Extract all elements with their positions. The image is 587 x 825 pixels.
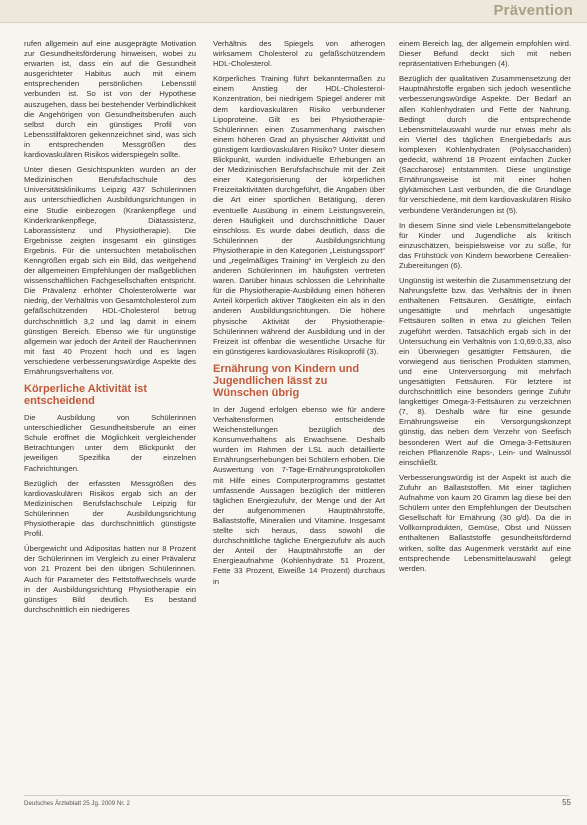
- paragraph: In diesem Sinne sind viele Lebensmittelangebote für Kinder und Jugendliche als kritisch einzuschätzen, beispielsweise vor zu süße, für das Frühstück von Kindern beworbene Cerealien-Zubereitungen (6).: [399, 220, 571, 270]
- paragraph: In der Jugend erfolgen ebenso wie für andere Verhaltensformen entscheidende Weichenstellungen bezüglich des Konsumverhaltens als Erwachsene. Deshalb wurden im Rahmen der LSL auch detaillierte Ernährungserhebungen bei Schülern erhoben. Die Auswertung von 7-Tage-Ernährungsprotokollen mit Hilfe eines Computerprogramms gestattet umfassende Aussagen bezüglich der mittleren täglichen Energiezufuhr, der Menge und der Art der aufgenommenen Hauptnährstoffe, Ballaststoffe, Mineralien und Vitamine. Insgesamt stellte sich heraus, dass sowohl die durchschnittliche tägliche Energiezufuhr als auch der Anteil der Hauptnährstoffe an der Energieaufnahme (Kohlenhydrate 51 Prozent, Fette 33 Prozent, Eiweiße 14 Prozent) durchaus in: [213, 404, 385, 586]
- column-3: [399, 39, 571, 579]
- paragraph: Verhältnis des Spiegels von atherogen wirksamem Cholesterol zu gefäßschützendem HDL-Cholesterol.: [213, 39, 385, 69]
- header-rule: [0, 22, 587, 23]
- paragraph: Ungünstig ist weiterhin die Zusammensetzung der Nahrungsfette bzw. das Verhältnis der in ihnen enthaltenen Fettsäuren. Gesättigte, einfach ungesättigte und mehrfach ungesättigte Fettsäuren sollten in etwa zu gleichen Teilen zugeführt werden. Tatsächlich ergab sich in der Untersuchung ein Verhältnis von 1:0,69:0,33, also ein Überwiegen gesättigter Fettsäuren, die vorwiegend aus tierischen Produkten stammen, und eine Unterversorgung mit mehrfach ungesättigten Fettsäuren. Für letztere ist durchschnittlich eine besonders geringe Zufuhr langkettiger Omega-3-Fettsäuren zu verzeichnen (7, 8). Deshalb wäre für eine gesunde Ernährungsweise ein Versorgungskonzept günstig, das neben dem Verzehr von Seefisch besonderen Wert auf die Omega-3-Fettsäuren reichen Pflanzenöle Raps-, Lein- und Walnussöl einschließt.: [399, 276, 571, 467]
- paragraph: Bezüglich der qualitativen Zusammensetzung der Hauptnährstoffe ergaben sich jedoch wesentliche verbesserungswürdige Aspekte. Der Bedarf an allen Kohlenhydraten und Fette der Nahrung. Bedingt durch die entsprechende Lebensmittelauswahl wurde nur etwas mehr als ein Viertel des täglichen Energiebedarfs aus komplexen Kohlenhydraten (Polysacchariden) gedeckt, während 18 Prozent einfachen Zucker (Saccharose) entstammten. Diese ungünstige Ernährungsweise ist mit einer hohen glykämischen Last verbunden, die die Grundlage für verschiedene, mit dem kardiovaskulären Risiko verbundene Veränderungen ist (5).: [399, 74, 571, 215]
- column-2: [213, 39, 385, 592]
- subheading-nutrition: Ernährung von Kindern und Jugendlichen lässt zu Wünschen übrig: [213, 362, 360, 399]
- paragraph: Unter diesen Gesichtspunkten wurden an der Medizinischen Berufsfachschule des Universitätsklinikums Leipzig 437 Schülerinnen aus unterschiedlichen Ausbildungsrichtungen in eine Studie einbezogen (Krankenpflege und Kinderkrankenpflege, Diätassistenz, Laborassistenz und Physiotherapie). Die Ergebnisse zeigten insgesamt ein günstiges Ergebnis. Für die untersuchten metabolischen Kenngrößen ergab sich ein Bild, das weitgehend der allgemeinen Empfehlungen der maßgeblichen wissenschaftlichen Fachgesellschaften entspricht. Die Prävalenz erhöhter Cholesterolwerte war niedrig, der Verhältnis von Gesamtcholesterol zum gefäßschützenden HDL-Cholesterol betrug durchschnittlich 3,2 und lag damit in einem günstigen Bereich. Ebenso wie für ungünstige allgemein war jedoch der Anteil der Raucherinnen mit fast 40 Prozent hoch und es lagen verschiedene verbesserungswürdige Aspekte des Ernährungsverhaltens vor.: [24, 165, 196, 376]
- paragraph: Verbesserungswürdig ist der Aspekt ist auch die Zufuhr an Ballaststoffen. Mit einer täglichen Aufnahme von kaum 20 Gramm lag diese bei den Schülern unter den Empfehlungen der Deutschen Gesellschaft für Ernährung (30 g/d). Da die in Vollkornprodukten, Gemüse, Obst und Nüssen enthaltenen Ballaststoffe gesundheitsfördernd wirken, sollte das Augenmerk verstärkt auf eine entsprechende Lebensmittelauswahl gelegt werden.: [399, 472, 571, 573]
- column-1: [24, 39, 196, 620]
- journal-citation: Deutsches Ärzteblatt 25 Jg. 2009 Nr. 2: [24, 800, 130, 807]
- paragraph: einem Bereich lag, der allgemein empfohlen wird. Dieser Befund deckt sich mit neben repräsentativen Erhebungen (4).: [399, 39, 571, 69]
- page-number: 55: [562, 798, 571, 807]
- paragraph: rufen allgemein auf eine ausgeprägte Motivation zur Gesundheitsförderung hinweisen, wobei zu erwarten ist, dass ein auf die Gesundheit ausgerichteter Habitus auch mit einem entsprechenden persönlichen Lebensstil verbunden ist. So ist von der Hypothese auszugehen, dass bei bestehender Verbindlichkeit die Angehörigen von Gesundheitsberufen auch selbst durch ein günstiges Profil von Lebensstilfaktoren gekennzeichnet sind, was sich in entsprechenden Messgrößen des kardiovaskulären Risikos widerspiegeln sollte.: [24, 39, 196, 160]
- section-title: Prävention: [493, 2, 573, 19]
- paragraph: Die Ausbildung von Schülerinnen unterschiedlicher Gesundheitsberufe an einer Schule eröffnet die Möglichkeit vergleichender Betrachtungen unter dem Blickpunkt der jeweiligen Spezifika der einzelnen Fachrichtungen.: [24, 413, 196, 473]
- paragraph: Körperliches Training führt bekanntermaßen zu einem Anstieg der HDL-Cholesterol-Konzentration, bei niedrigem Spiegel anderer mit dem kardiovaskulären Risiko verbundener Lipoproteine. Gilt es bei Physiotherapie-Schülerinnen einen Zusammenhang zwischen einem höheren Grad an physischer Aktivität und günstigem kardiovaskulären Risiko? Unter diesem Blickpunkt, wurden individuelle Erhebungen an der Medizinischen Berufsfachschule mit der Zeit einer Kategorisierung der körperlichen Freizeitaktivitäten durchgeführt, die Angaben über die Art einer sportlichen Betätigung, deren eventuelle Ausübung in einem Leistungsverein, deren Häufigkeit und durchschnittliche Dauer einschloss. Es wurde dabei deutlich, dass die Schülerinnen der Ausbildungsrichtung Physiotherapie in den Kategorien „Leistungssport“ und „regelmäßiges Training“ im Vergleich zu den anderen Schülerinnen im häufigsten vertreten waren. Darüber hinaus schlossen die Lehrinhalte für die Physiotherapie-Ausbildung einen höheren Anteil körperlich aktiver Tätigkeiten ein als in den anderen Ausbildungsrichtungen. Die höhere physische Aktivität der Physiotherapie-Schülerinnen während der Ausbildung und in der Freizeit ist offenbar die wesentliche Ursache für ein günstigeres kardiovaskuläres Risikoprofil (3).: [213, 74, 385, 356]
- paragraph: Übergewicht und Adipositas hatten nur 8 Prozent der Schülerinnen im Vergleich zu einer Prävalenz von 21 Prozent bei den übrigen Schülerinnen. Auch für Parameter des Fettstoffwechsels wurde in der Ausbildungsrichtung Physiotherapie ein günstiges Bild deutlich. Es bestand durchschnittlich ein niedrigeres: [24, 544, 196, 614]
- subheading-physical-activity: Körperliche Aktivität ist entscheidend: [24, 383, 148, 408]
- footer-rule: [24, 795, 569, 796]
- paragraph: Bezüglich der erfassten Messgrößen des kardiovaskulären Risikos ergab sich an der Medizinischen Berufsfachschule Leipzig für Schülerinnen der Ausbildungsrichtung Physiotherapie das durchschnittlich günstigste Profil.: [24, 478, 196, 539]
